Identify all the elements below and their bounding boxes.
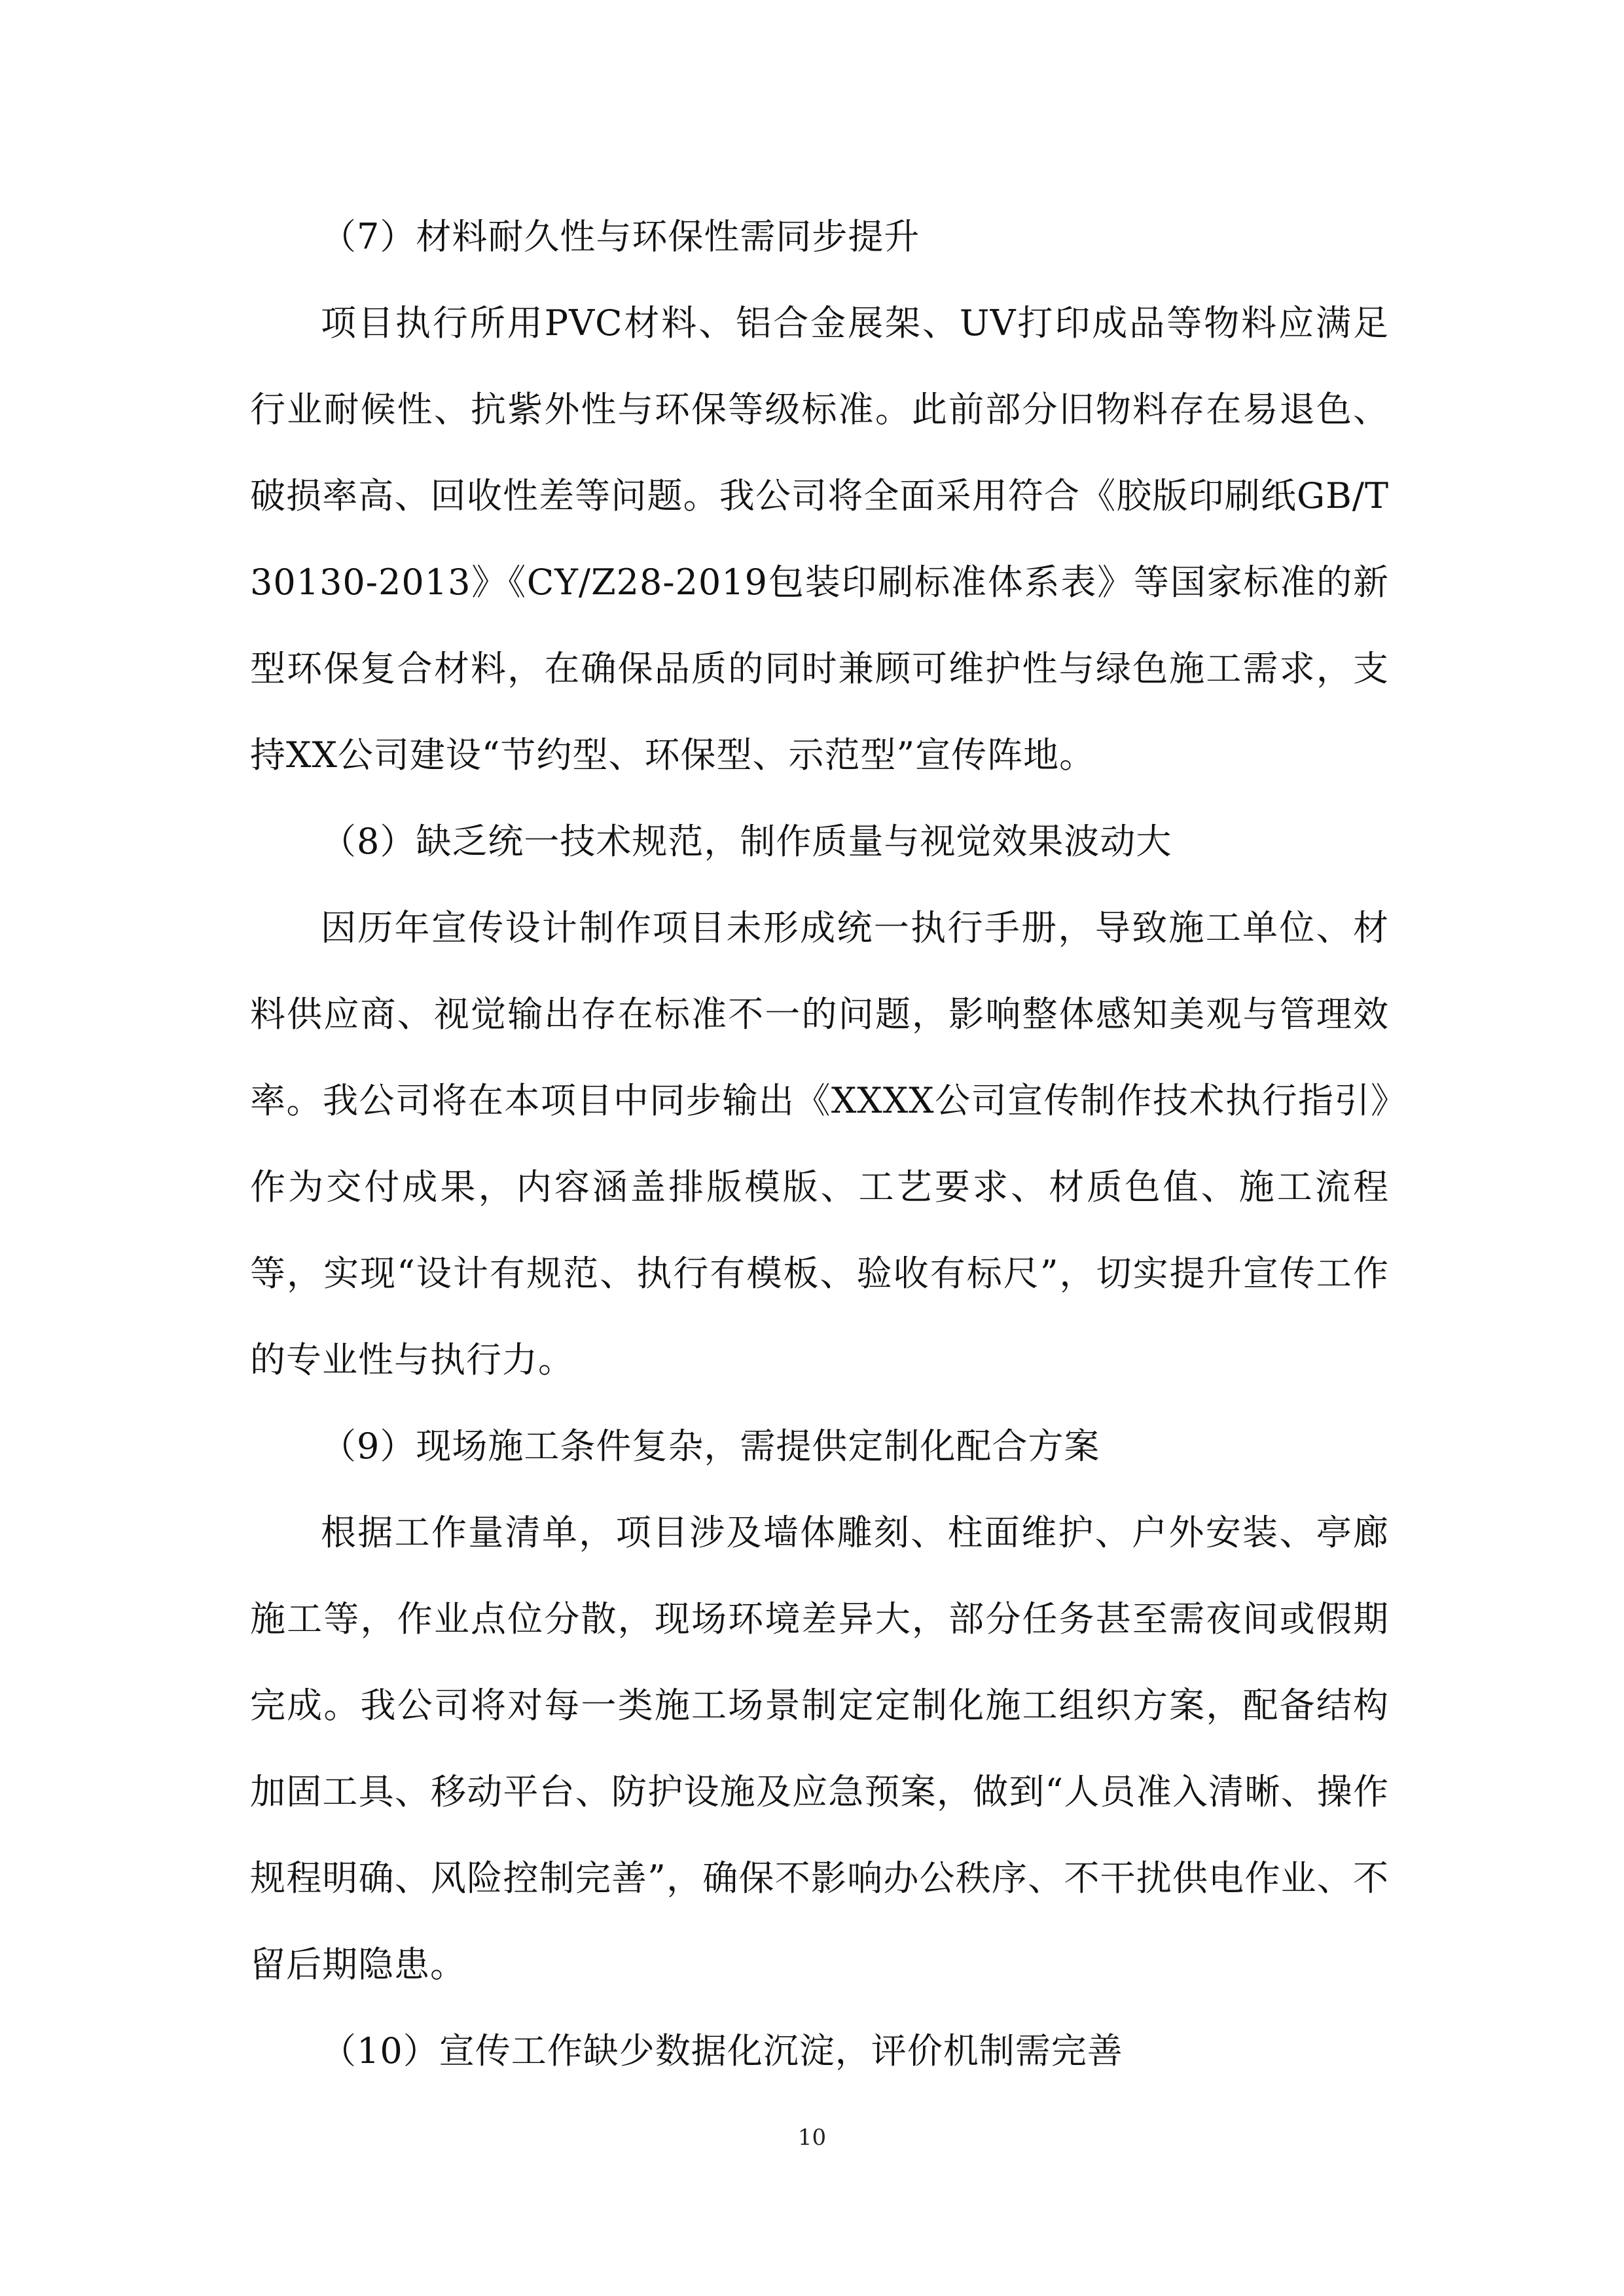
section-body-7: 项目执行所用PVC材料、铝合金展架、UV打印成品等物料应满足行业耐候性、抗紫外性与环保等级标准。此前部分旧物料存在易退色、破损率高、回收性差等问题。我公司将全面采用符合《胶版印刷纸GB/T30130-2013》《CY/Z28-2019包装印刷标准体系表》等国家标准的新型环保复合材料，在确保品质的同时兼顾可维护性与绿色施工需求，支持XX公司建设“节约型、环保型、示范型”宣传阵地。	[250, 302, 1389, 776]
section-heading-9: （9）现场施工条件复杂，需提供定制化配合方案	[321, 1426, 1100, 1467]
page-number: 10	[797, 2125, 827, 2151]
section-body-9: 根据工作量清单，项目涉及墙体雕刻、柱面维护、户外安装、亭廊施工等，作业点位分散，现场环境差异大，部分任务甚至需夜间或假期完成。我公司将对每一类施工场景制定定制化施工组织方案，配备结构加固工具、移动平台、防护设施及应急预案，做到“人员准入清晰、操作规程明确、风险控制完善”，确保不影响办公秩序、不干扰供电作业、不留后期隐患。	[250, 1512, 1389, 1985]
document-body	[250, 194, 1389, 2094]
section-body-8: 因历年宣传设计制作项目未形成统一执行手册，导致施工单位、材料供应商、视觉输出存在标准不一的问题，影响整体感知美观与管理效率。我公司将在本项目中同步输出《XXXX公司宣传制作技术执行指引》作为交付成果，内容涵盖排版模版、工艺要求、材质色值、施工流程等，实现“设计有规范、执行有模板、验收有标尺”，切实提升宣传工作的专业性与执行力。	[250, 907, 1389, 1380]
section-heading-7: （7）材料耐久性与环保性需同步提升	[321, 216, 920, 257]
section-heading-8: （8）缺乏统一技术规范，制作质量与视觉效果波动大	[321, 821, 1172, 862]
section-heading-10: （10）宣传工作缺少数据化沉淀，评价机制需完善	[321, 2030, 1123, 2072]
